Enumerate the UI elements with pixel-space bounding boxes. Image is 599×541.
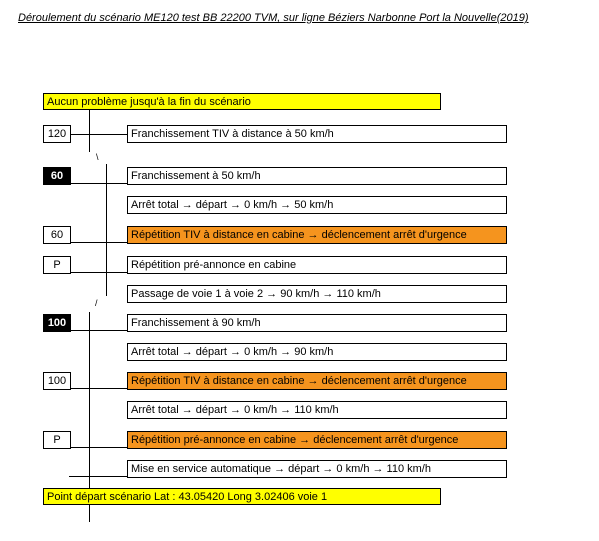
connector-line xyxy=(69,272,128,273)
step-box: Arrêt total → départ → 0 km/h → 50 km/h xyxy=(127,196,507,214)
diagram-title: Déroulement du scénario ME120 test BB 22200 TVM, sur ligne Béziers Narbonne Port la Nouvelle(2019) xyxy=(18,12,529,24)
step-box-alert: Répétition TIV à distance en cabine → déclencement arrêt d'urgence xyxy=(127,372,507,390)
signal-sign: 60 xyxy=(43,167,71,185)
step-box: Arrêt total → départ → 0 km/h → 110 km/h xyxy=(127,401,507,419)
signal-sign: P xyxy=(43,431,71,449)
connector-line xyxy=(69,330,128,331)
connector-line xyxy=(69,183,128,184)
connector-line xyxy=(69,476,128,477)
signal-sign: 100 xyxy=(43,314,71,332)
track-slash-upper: \ xyxy=(96,152,99,162)
signal-sign: 120 xyxy=(43,125,71,143)
track-line-upper xyxy=(89,110,90,152)
connector-line xyxy=(69,242,128,243)
connector-line xyxy=(69,447,128,448)
step-box-alert: Répétition TIV à distance en cabine → déclencement arrêt d'urgence xyxy=(127,226,507,244)
step-box: Passage de voie 1 à voie 2 → 90 km/h → 110 km/h xyxy=(127,285,507,303)
connector-line xyxy=(69,134,128,135)
step-box: Franchissement à 50 km/h xyxy=(127,167,507,185)
signal-sign: P xyxy=(43,256,71,274)
track-slash-lower: / xyxy=(95,298,98,308)
step-box-alert: Répétition pré-annonce en cabine → déclencement arrêt d'urgence xyxy=(127,431,507,449)
step-box: Arrêt total → départ → 0 km/h → 90 km/h xyxy=(127,343,507,361)
step-box: Franchissement TIV à distance à 50 km/h xyxy=(127,125,507,143)
top-banner: Aucun problème jusqu'à la fin du scénario xyxy=(43,93,441,110)
signal-sign: 100 xyxy=(43,372,71,390)
connector-line xyxy=(69,388,128,389)
step-box: Franchissement à 90 km/h xyxy=(127,314,507,332)
step-box: Mise en service automatique → départ → 0 km/h → 110 km/h xyxy=(127,460,507,478)
bottom-banner: Point départ scénario Lat : 43.05420 Long 3.02406 voie 1 xyxy=(43,488,441,505)
signal-sign: 60 xyxy=(43,226,71,244)
step-box: Répétition pré-annonce en cabine xyxy=(127,256,507,274)
